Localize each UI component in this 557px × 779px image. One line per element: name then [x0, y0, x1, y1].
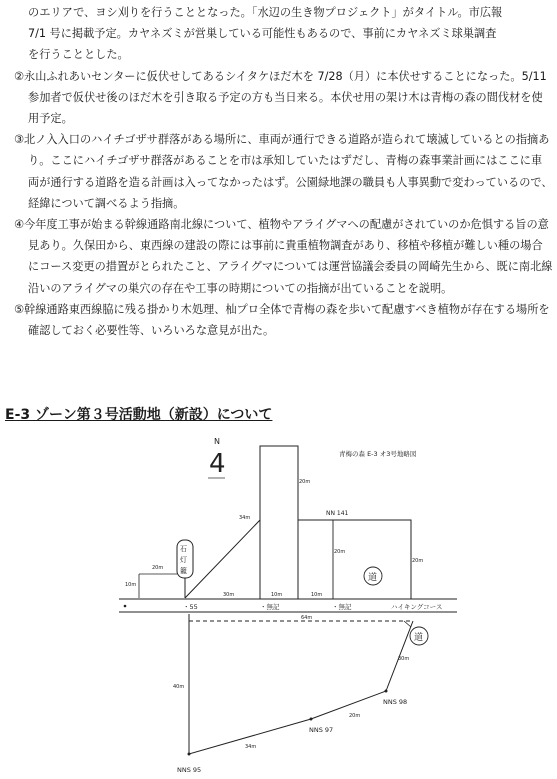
north-arrow-icon: 4: [209, 449, 226, 479]
section-heading: E-3 ゾーン第３号活動地（新設）について: [5, 407, 273, 423]
sketch-title: 青梅の森 E-3 オ3号地略図: [339, 450, 417, 458]
road-marker-1: 道: [368, 573, 378, 583]
item-5: ⑤幹線通路東西線脇に残る掛かり木処理、杣プロ全体で青梅の森を歩いて配慮すべき植物が存在する場所を確認しておく必要性等、いろいろな意見が出た。: [14, 302, 550, 338]
item-3: ③北ノ入入口のハイチゴザサ群落がある場所に、車両が通行できる道路が造られて壊滅しているとの指摘あり。ここにハイチゴザサ群落があることを市は承知していたはずだし、青梅の森事業計画にはここに車両が通行する道路を造る計画は入ってなかったはず。公園緑地課の職員も人事異動で変わっているので、経緯について調べるよう指摘。: [14, 133, 553, 210]
len-left: 40m: [173, 684, 185, 690]
road-marker-2: 道: [414, 633, 424, 643]
trail-label: ハイキングコース: [391, 603, 443, 611]
len-label-mid: 20m: [334, 549, 346, 555]
stone-sign-1: 石: [180, 545, 187, 553]
point-nns97: NNS 97: [309, 726, 334, 734]
intro-line-3: を行うこととした。: [28, 48, 129, 62]
mark-kiroku-1: ・無記: [260, 603, 280, 611]
len-label-right: 20m: [412, 558, 424, 564]
len-bottom: 34m: [245, 744, 257, 750]
point-nns98: NNS 98: [383, 698, 408, 706]
sketch-svg: [111, 428, 457, 779]
minutes-text: [8, 2, 553, 341]
len-lower-mid: 20m: [349, 713, 361, 719]
len-base-3: 10m: [311, 592, 323, 598]
intro-line-1: のエリアで、ヨシ刈りを行うこととなった。「水辺の生き物プロジェクト」がタイトル。市広報: [28, 6, 503, 19]
len-base-1: 30m: [223, 592, 235, 598]
point-55: ・55: [183, 603, 198, 611]
len-64: 64m: [301, 615, 313, 621]
len-label-tall: 20m: [299, 479, 311, 485]
item-2: ②永山ふれあいセンターに仮伏せしてあるシイタケほだ木を 7/28（月）に本伏せすることになった。5/11 参加者で仮伏せ後のほだ木を引き取る予定の方も当日来る。本伏せ用の架け木は青梅の森の間伐材を使用予定。: [14, 69, 547, 126]
len-base-2: 10m: [271, 592, 283, 598]
stone-sign-3: 籠: [180, 567, 187, 575]
intro-line-2: 7/1 号に掲載予定。カヤネズミが営巣している可能性もあるので、事前にカヤネズミ球巣調査: [28, 27, 497, 41]
point-nn141: NN 141: [326, 510, 349, 517]
len-right-edge: 30m: [398, 656, 410, 662]
north-label: N: [214, 437, 220, 446]
item-4: ④今年度工事が始まる幹線通路南北線について、植物やアライグマへの配慮がされていのか危惧する旨の意見あり。久保田から、東西線の建設の際には事前に貴重植物調査があり、移植や移植が難しい種の場合にコース変更の措置がとられたこと、アライグマについては運営協議会委員の岡崎先生から、既に南北線沿いのアライグマの巣穴の存在や工事の時期についての指摘が出ていることを説明。: [14, 218, 553, 295]
len-label-box: 20m: [152, 565, 164, 571]
len-label-small: 10m: [125, 582, 137, 588]
len-label-slant: 34m: [239, 515, 251, 521]
point-nns95: NNS 95: [177, 766, 202, 774]
mark-kiroku-2: ・無記: [332, 603, 352, 611]
stone-sign-2: 灯: [180, 556, 187, 564]
site-sketch-map: [111, 428, 457, 779]
